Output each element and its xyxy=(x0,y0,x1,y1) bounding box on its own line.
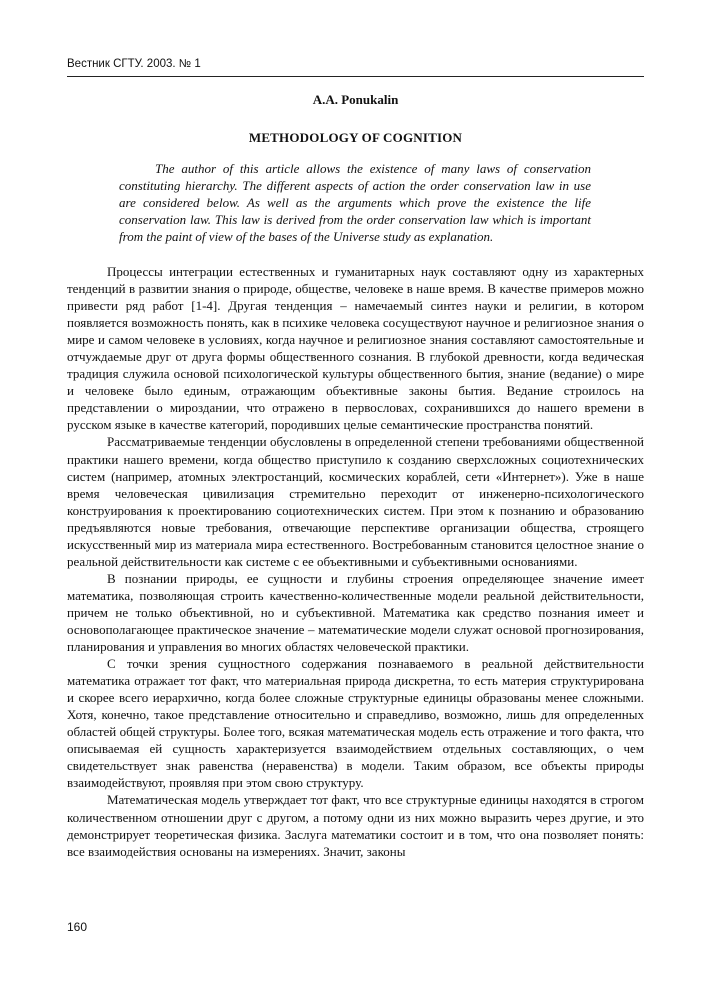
body-paragraph: Математическая модель утверждает тот факт, что все структурные единицы находятся в строгом количественном отношении друг с другом, а потому одни из них можно выразить через другие, и это демонстрирует теоретическая физика. Заслуга математики состоит и в том, что она позволяет понять: все взаимодействия основаны на измерениях. Значит, законы xyxy=(67,792,644,859)
body-paragraph: В познании природы, ее сущности и глубины строения определяющее значение имеет математика, позволяющая строить качественно-количественные модели реальной действительности, причем не только объективной, но и субъективной. Математика как средство познания имеет и основополагающее практическое значение – математические модели служат основой прогнозирования, планирования и управления во многих областях человеческой практики. xyxy=(67,570,644,655)
body-paragraph: Рассматриваемые тенденции обусловлены в определенной степени требованиями общественной практики нашего времени, когда общество приступило к созданию сверхсложных социотехнических систем (например, атомных электростанций, космических кораблей, сети «Интернет»). Уже в наше время человеческая цивилизация стремительно переходит от инженерно-психологического конструирования к проектированию социотехнических систем. При этом к познанию и образованию предъявляются новые требования, отвечающие перспективе организации общества, строящего искусственный мир из материала мира естественного. Востребованным становится целостное знание о реальной действительности как системе с ее объективными и субъективными основаниями. xyxy=(67,434,644,569)
body-paragraph: С точки зрения сущностного содержания познаваемого в реальной действительности математика отражает тот факт, что материальная природа дискретна, то есть материя структурирована и скорее всего иерархично, когда более сложные структурные единицы образованы менее сложными. Хотя, конечно, такое представление относительно и справедливо, возможно, лишь для определенных областей общей структуры. Более того, всякая математическая модель есть отражение и того факта, что описываемая ей сущность характеризуется взаимодействием отдельных составляющих, о чем свидетельствует знак равенства (неравенства) в модели. Таким образом, все объекты природы взаимодействуют, проявляя при этом свою структуру. xyxy=(67,656,644,791)
body-paragraph: Процессы интеграции естественных и гуманитарных наук составляют одну из характерных тенденций в развитии знания о природе, обществе, человеке в наше время. В качестве примеров можно привести ряд работ [1-4]. Другая тенденция – намечаемый синтез науки и религии, в котором появляется возможность понять, как в психике человека сосуществуют научное и религиозное знания о мире и самом человеке в условиях, когда научное и религиозное знания составляют самостоятельные и отчуждаемые друг от друга формы общественного сознания. В глубокой древности, когда ведическая традиция служила основой психологической культуры общественного бытия, знание (ведание) о мире и человеке было единым, отражающим объективные законы бытия. Ведание строилось на представлении о мироздании, что отражено в первословах, сохранившихся до нашего времени в русском языке в качестве категорий, породивших целые семантические пространства понятий. xyxy=(67,264,644,433)
article-abstract: The author of this article allows the existence of many laws of conservation constituting hierarchy. The different aspects of action the order conservation law in use are considered below. As well as the arguments which prove the existence the life conservation law. This law is derived from the order conservation law which is important from the paint of view of the bases of the Universe study as explanation. xyxy=(119,161,591,244)
article-title: METHODOLOGY OF COGNITION xyxy=(248,130,463,145)
header-divider xyxy=(67,76,644,77)
article-body xyxy=(67,263,644,860)
page-number: 160 xyxy=(67,920,88,934)
journal-running-head: Вестник СГТУ. 2003. № 1 xyxy=(67,58,201,70)
article-author: A.A. Ponukalin xyxy=(312,92,399,107)
